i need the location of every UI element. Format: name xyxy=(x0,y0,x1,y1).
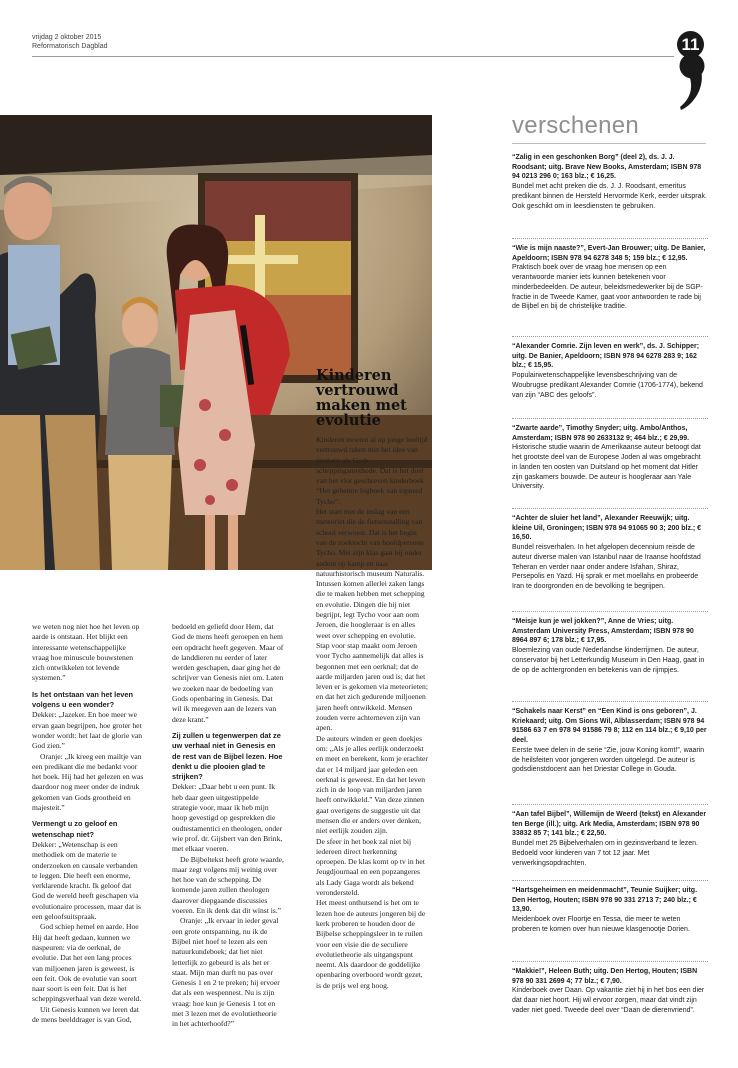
article-column-2 xyxy=(172,622,284,1030)
paragraph: Oranje: „Ik kreeg een mailtje van een predikant die me bedankt voor het boek. Hij had het gelezen en was daardoor nog meer onder de indruk gekomen van Gods grootheid en majesteit.” xyxy=(32,751,144,813)
divider xyxy=(512,804,708,805)
paragraph: bedoeld en geliefd door Hem, dat God de mens heeft geroepen en hem een opdracht heeft gegeven. Maar of de landdieren nu eerder of later werden geschapen, daar ging het de schrijver van Genesis niet om. Laten we zoeken naar de bedoeling van Gods openbaring in Genesis. Dat wil ik meegeven aan de lezers van deze krant.” xyxy=(172,622,284,724)
paragraph: Kinderen moeten al op jonge leeftijd vertrouwd raken met het idee van evolutie als Gods scheppingsmethode. Dat is het doel van het vlot geschreven kinderboek “Het geheime logboek van topnerd Tycho”. xyxy=(316,435,428,506)
divider xyxy=(512,508,708,509)
book-listing xyxy=(512,244,708,312)
divider xyxy=(512,880,708,881)
divider xyxy=(512,701,708,702)
paragraph: Het start met de inslag van een meteoriet die de fietsenstalling van school verwoest. Dat is het begin van de zoektocht van hoofdpersoon Tycho. Met zijn klas gaat hij onder andere op kamp en naar natuurhistorisch museum Naturalis. xyxy=(316,507,425,578)
paragraph: De auteurs winden er geen doekjes om: „Als je alles eerlijk onderzoekt en meet en berekent, kom je erachter dat er 14 miljard jaar geleden een oerknal is geweest. En dat het leven zich in de loop van miljarden jaren heeft ontwikkeld.” Van deze zinnen gaat overigens de suggestie uit dat mensen die er anders over denken, niet eerlijk zouden zijn. xyxy=(316,733,428,836)
book-title: “Alexander Comrie. Zijn leven en werk”, ds. J. Schipper; uitg. De Banier, Apeldoorn; ISBN 978 94 6278 283 9; 162 blz.; € 15,95. xyxy=(512,343,700,370)
header-rule xyxy=(32,56,674,57)
divider xyxy=(512,611,708,612)
paragraph: Dekker: „Wetenschap is een methodiek om de materie te onderzoeken en causale verbanden te leggen. Die heeft een enorme, verklarende kracht. Ik geloof dat God de wereld heeft geschapen via evolutionaire processen, maar dat is een geloofsuitspraak. xyxy=(32,839,142,922)
book-title: “Hartsgeheimen en meidenmacht”, Teunie Suijker; uitg. Den Hertog, Houten; ISBN 978 90 331 2713 7; 240 blz.; € 13,90. xyxy=(512,887,698,914)
book-title: “Achter de sluier het land”, Alexander Reeuwijk; uitg. kleine Uil, Groningen; ISBN 978 94 91065 90 3; 200 blz.; € 16,50. xyxy=(512,515,702,542)
paragraph: Uit Genesis kunnen we leren dat de mens beelddrager is van God, xyxy=(32,1004,139,1024)
paragraph: Oranje: „Ik ervaar in ieder geval een grote ontspanning, nu ik de Bijbel niet hoef te lezen als een natuurkundeboek; dat het niet letterlijk zo gebeurd is als het er staat. Mijn man durft nu pas over Genesis 1 en 2 te preken; hij ervoer dat als een wespennest. Nu is zijn vraag: hoe kun je Genesis 1 tot en met 3 lezen met de evolutietheorie in het achterhoofd?” xyxy=(172,916,280,1029)
interview-question: Is het ontstaan van het leven volgens u een wonder? xyxy=(32,689,134,710)
paragraph: Dekker: „Jazeker. En hoe meer we ervan gaan begrijpen, hoe groter het wonder wordt: het laat de glorie van God zien.” xyxy=(32,710,143,751)
paragraph: Het meest onthutsend is het om te lezen hoe de auteurs jongeren bij de kerk proberen te houden door de Bijbelse scheppingsleer in te ruilen voor een visie die de seculiere evolutietheorie als uitgangspunt neemt. Als daardoor de goddelijke openbaring overboord wordt gezet, is de prijs wel erg hoog. xyxy=(316,898,426,990)
book-listing xyxy=(512,153,708,211)
book-listing xyxy=(512,886,708,935)
book-description: Meidenboek over Floortje en Tessa, die meer te weten proberen te komen over hun nieuwe klasgenootje Dorien. xyxy=(512,916,690,933)
paragraph: De Bijbeltekst heeft grote waarde, maar zegt volgens mij weinig over het hoe van de schepping. De komende jaren zullen theologen daarover diepgaande discussies voeren. En ik denk dat dit wínst is.” xyxy=(172,854,284,916)
headline-line: maken met xyxy=(316,397,407,414)
book-title: “Makkie!”, Heleen Buth; uitg. Den Hertog, Houten; ISBN 978 90 331 2699 4; 77 blz.; € 7,90. xyxy=(512,968,698,985)
section-title: verschenen xyxy=(512,112,640,139)
headline-line: vertrouwd xyxy=(316,382,399,399)
review-column xyxy=(316,435,428,991)
divider xyxy=(512,238,708,239)
book-listing xyxy=(512,617,708,675)
paragraph: Stap voor stap maakt oom Jeroen voor Tycho aannemelijk dat alles is begonnen met een oerknal; dat de aarde miljarden jaren oud is; dat het leven er is gekomen via meteorieten; en dat het zich gedurende miljoenen jaren heeft ontwikkeld. Mensen zouden verre achterneven zijn van apen. xyxy=(316,640,428,733)
section-rule xyxy=(512,143,706,144)
divider xyxy=(512,961,708,962)
interview-question: Vermengt u zo geloof en wetenschap niet? xyxy=(32,819,118,839)
divider xyxy=(512,418,708,419)
book-description: Bloemlezing van oude Nederlandse kinderrijmen. De auteur, conservator bij het Letterkundig Museum in Den Haag, gaat in de op de achtergronden en betekenis van de rijmpjes. xyxy=(512,647,705,674)
book-listing xyxy=(512,707,708,775)
book-description: Praktisch boek over de vraag hoe mensen op een verantwoorde manier iets kunnen betekenen voor minderbedeelden. De auteur, beleidsmedewerker bij de SGP-fractie in de Tweede Kamer, gaat voor antwoorden te rade bij de Bijbel en bij de christelijke traditie. xyxy=(512,264,703,311)
divider xyxy=(512,336,708,337)
book-description: Historische studie waarin de Amerikaanse auteur betoogt dat het grootste deel van de Europese Joden al was omgebracht in landen ten oosten van Duitsland op het moment dat Hitler zijn gaskamers bouwde. De auteur is hoogleraar aan Yale University. xyxy=(512,444,701,491)
review-headline xyxy=(316,368,436,428)
book-listing xyxy=(512,810,708,868)
book-title: “Aan tafel Bijbel”, Willemijn de Weerd (tekst) en Alexander ten Berge (ill.); uitg. Ark Media, Amsterdam; ISBN 978 90 33832 85 7; 141 blz.; € 22,50. xyxy=(512,811,707,838)
book-listing xyxy=(512,342,708,400)
book-description: Bundel met acht preken die ds. J. J. Roodsant, emeritus predikant binnen de Hersteld Hervormde Kerk, eerder uitsprak. Ook geschikt om in leesdiensten te gebruiken. xyxy=(512,183,707,210)
book-title: “Wie is mijn naaste?”, Evert-Jan Brouwer; uitg. De Banier, Apeldoorn; ISBN 978 94 6278 348 5; 159 blz.; € 12,95. xyxy=(512,245,706,262)
newspaper-name: Reformatorisch Dagblad xyxy=(32,43,108,50)
comma-logo-icon xyxy=(678,52,708,112)
headline-line: Kinderen xyxy=(316,367,392,384)
paragraph: we weten nog niet hoe het leven op aarde is ontstaan. Het blijkt een interessante wetenschappelijke vraag hoe minuscule bouwstenen zich ontwikkelen tot levende systemen.” xyxy=(32,622,140,683)
book-description: Bundel met 25 Bijbelverhalen om in gezinsverband te lezen. Bedoeld voor kinderen van 7 tot 12 jaar. Met verwerkingsopdrachten. xyxy=(512,840,699,867)
paragraph: De sfeer in het boek zal niet bij iedereen direct herkenning oproepen. De klas komt op tv in het Jeugdjournaal en een popzangeres als Lady Gaga wordt als bekend verondersteld. xyxy=(316,836,425,898)
book-description: Populairwetenschappelijke levensbeschrijving van de Woubrugse predikant Alexander Comrie (1706-1774), bekend van zijn “ABC des geloofs”. xyxy=(512,372,703,399)
book-title: “Meisje kun je wel jokken?”, Anne de Vries; uitg. Amsterdam University Press, Amsterdam; ISBN 978 90 8964 897 6; 178 blz.; € 17,95. xyxy=(512,618,694,645)
book-listing xyxy=(512,514,708,592)
book-description: Kinderboek over Daan. Op vakantie ziet hij in het bos een dier dat daar niet hoort. Hij wil ervoor zorgen, maar dat vindt zijn vader niet goed. Tweede deel over “Daan de dierenvriend”. xyxy=(512,987,705,1014)
paragraph: God schiep hemel en aarde. Hoe Hij dat heeft gedaan, kunnen we naspeuren: via de oerknal, de evolutie. Dat het een lang proces van miljoenen jaren is geweest, is een feit. Ook de evolutie van soort naar soort is een feit. Dat is het scheppingsverhaal van deze wereld. xyxy=(32,922,142,1004)
book-listing xyxy=(512,967,708,1016)
paragraph: Intussen komen allerlei zaken langs die te maken hebben met schepping en evolutie. Dingen die hij niet begrijpt, legt Tycho voor aan oom Jeroen, die hoogleraar is en alles weet over schepping en evolutie. xyxy=(316,579,425,640)
headline-line: evolutie xyxy=(316,412,381,429)
paragraph: Dekker: „Daar hebt u een punt. Ik heb daar geen uitgestippelde strategie voor, maar ik heb mijn hoop gevestigd op gesprekken die oudtestamentici en theologen, onder wie prof. dr. Gijsbert van den Brink, met elkaar voeren. xyxy=(172,782,283,854)
book-title: “Schakels naar Kerst” en “Een Kind is ons geboren”, J. Kriekaard; uitg. Om Sions Wil, Alblasserdam; ISBN 978 94 91586 63 7 en 978 94 91586 79 8; 112 en 114 blz.; € 9,10 per deel. xyxy=(512,708,707,745)
page-number: 11 xyxy=(677,31,704,58)
interview-question: Zij zullen u tegenwerpen dat ze uw verhaal niet in Genesis en de rest van de Bijbel lezen. Hoe denkt u die plooien glad te strijken? xyxy=(172,730,283,782)
publication-date: vrijdag 2 oktober 2015 xyxy=(32,34,102,41)
book-title: “Zwarte aarde”, Timothy Snyder; uitg. Ambo/Anthos, Amsterdam; ISBN 978 90 2633132 9; 464 blz.; € 29,99. xyxy=(512,425,690,442)
book-description: Eerste twee delen in de serie “Zie, jouw Koning komt!”, waarin de heilsfeiten voor jongeren worden uitgelegd. De auteur is godsdienstdocent aan het Driestar College in Gouda. xyxy=(512,746,705,774)
article-column-1 xyxy=(32,622,144,1025)
book-title: “Zalig in een geschonken Borg” (deel 2), ds. J. J. Roodsant; uitg. Brave New Books, Amsterdam; ISBN 978 94 0213 296 0; 163 blz.; € 16,25. xyxy=(512,154,702,181)
book-description: Bundel reisverhalen. In het afgelopen decennium reisde de auteur diverse malen van Istanbul naar de Iraanse hoofdstad Teheran en verder naar onder andere Isfahan, Shiraz, Persepolis en Yazd. Hij sprak er met moellahs en probeerde Iran te doorgronden en de bevolking te begrijpen. xyxy=(512,544,701,590)
book-listing xyxy=(512,424,708,492)
